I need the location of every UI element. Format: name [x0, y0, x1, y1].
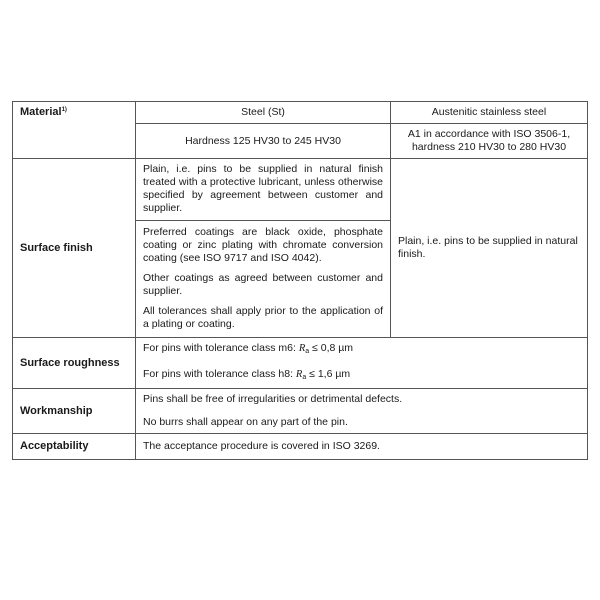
roughness-m6-symbol: R — [298, 343, 306, 354]
material-label-cell — [13, 102, 136, 159]
roughness-m6 — [143, 342, 580, 358]
table-row-material-header — [13, 102, 588, 124]
steel-header: Steel (St) — [136, 102, 391, 124]
roughness-m6-value: ≤ 0,8 µm — [309, 342, 354, 354]
steel-hardness: Hardness 125 HV30 to 245 HV30 — [136, 124, 391, 159]
workmanship-line1: Pins shall be free of irregularities or detrimental defects. — [143, 393, 403, 405]
roughness-h8-symbol: R — [295, 369, 303, 380]
surface-finish-steel-cell — [136, 159, 391, 338]
roughness-m6-subscript: a — [305, 348, 310, 355]
surface-roughness-cell — [136, 338, 588, 389]
steel-other-text: Other coatings as agreed between customer and supplier. — [143, 272, 383, 297]
workmanship-cell — [136, 389, 588, 434]
roughness-h8-value: ≤ 1,6 µm — [306, 368, 351, 380]
steel-tolerances-text: All tolerances shall apply prior to the application of a plating or coating. — [143, 305, 383, 330]
acceptability-text: The acceptance procedure is covered in ISO 3269. — [136, 434, 588, 460]
stainless-header: Austenitic stainless steel — [391, 102, 588, 124]
acceptability-label: Acceptability — [13, 434, 136, 460]
steel-plain-text: Plain, i.e. pins to be supplied in natural finish treated with a protective lubricant, unless otherwise specified by agreement between customer and supplier. — [143, 163, 383, 214]
material-footnote: 1) — [61, 107, 67, 113]
table-row-surface-finish — [13, 159, 588, 338]
surface-finish-stainless: Plain, i.e. pins to be supplied in natural finish. — [391, 159, 588, 338]
workmanship-line2: No burrs shall appear on any part of the pin. — [143, 416, 348, 428]
steel-preferred-text: Preferred coatings are black oxide, phosphate coating or zinc plating with chromate conversion coating (see ISO 9717 and ISO 4042). — [143, 226, 383, 264]
specification-table — [12, 101, 588, 460]
table-row-surface-roughness — [13, 338, 588, 389]
roughness-h8 — [143, 368, 580, 384]
stainless-spec-line2: hardness 210 HV30 to 280 HV30 — [411, 141, 567, 153]
roughness-h8-prefix: For pins with tolerance class h8: — [143, 368, 296, 380]
material-label: Material — [20, 106, 62, 118]
surface-finish-label: Surface finish — [13, 159, 136, 338]
stainless-spec-line1: A1 in accordance with ISO 3506-1, — [407, 128, 571, 140]
table-row-acceptability — [13, 434, 588, 460]
stainless-spec-cell — [391, 124, 588, 159]
steel-coatings-block — [136, 220, 390, 331]
roughness-m6-prefix: For pins with tolerance class m6: — [143, 342, 299, 354]
workmanship-label: Workmanship — [13, 389, 136, 434]
table-row-workmanship — [13, 389, 588, 434]
roughness-h8-subscript: a — [302, 374, 307, 381]
surface-roughness-label: Surface roughness — [13, 338, 136, 389]
